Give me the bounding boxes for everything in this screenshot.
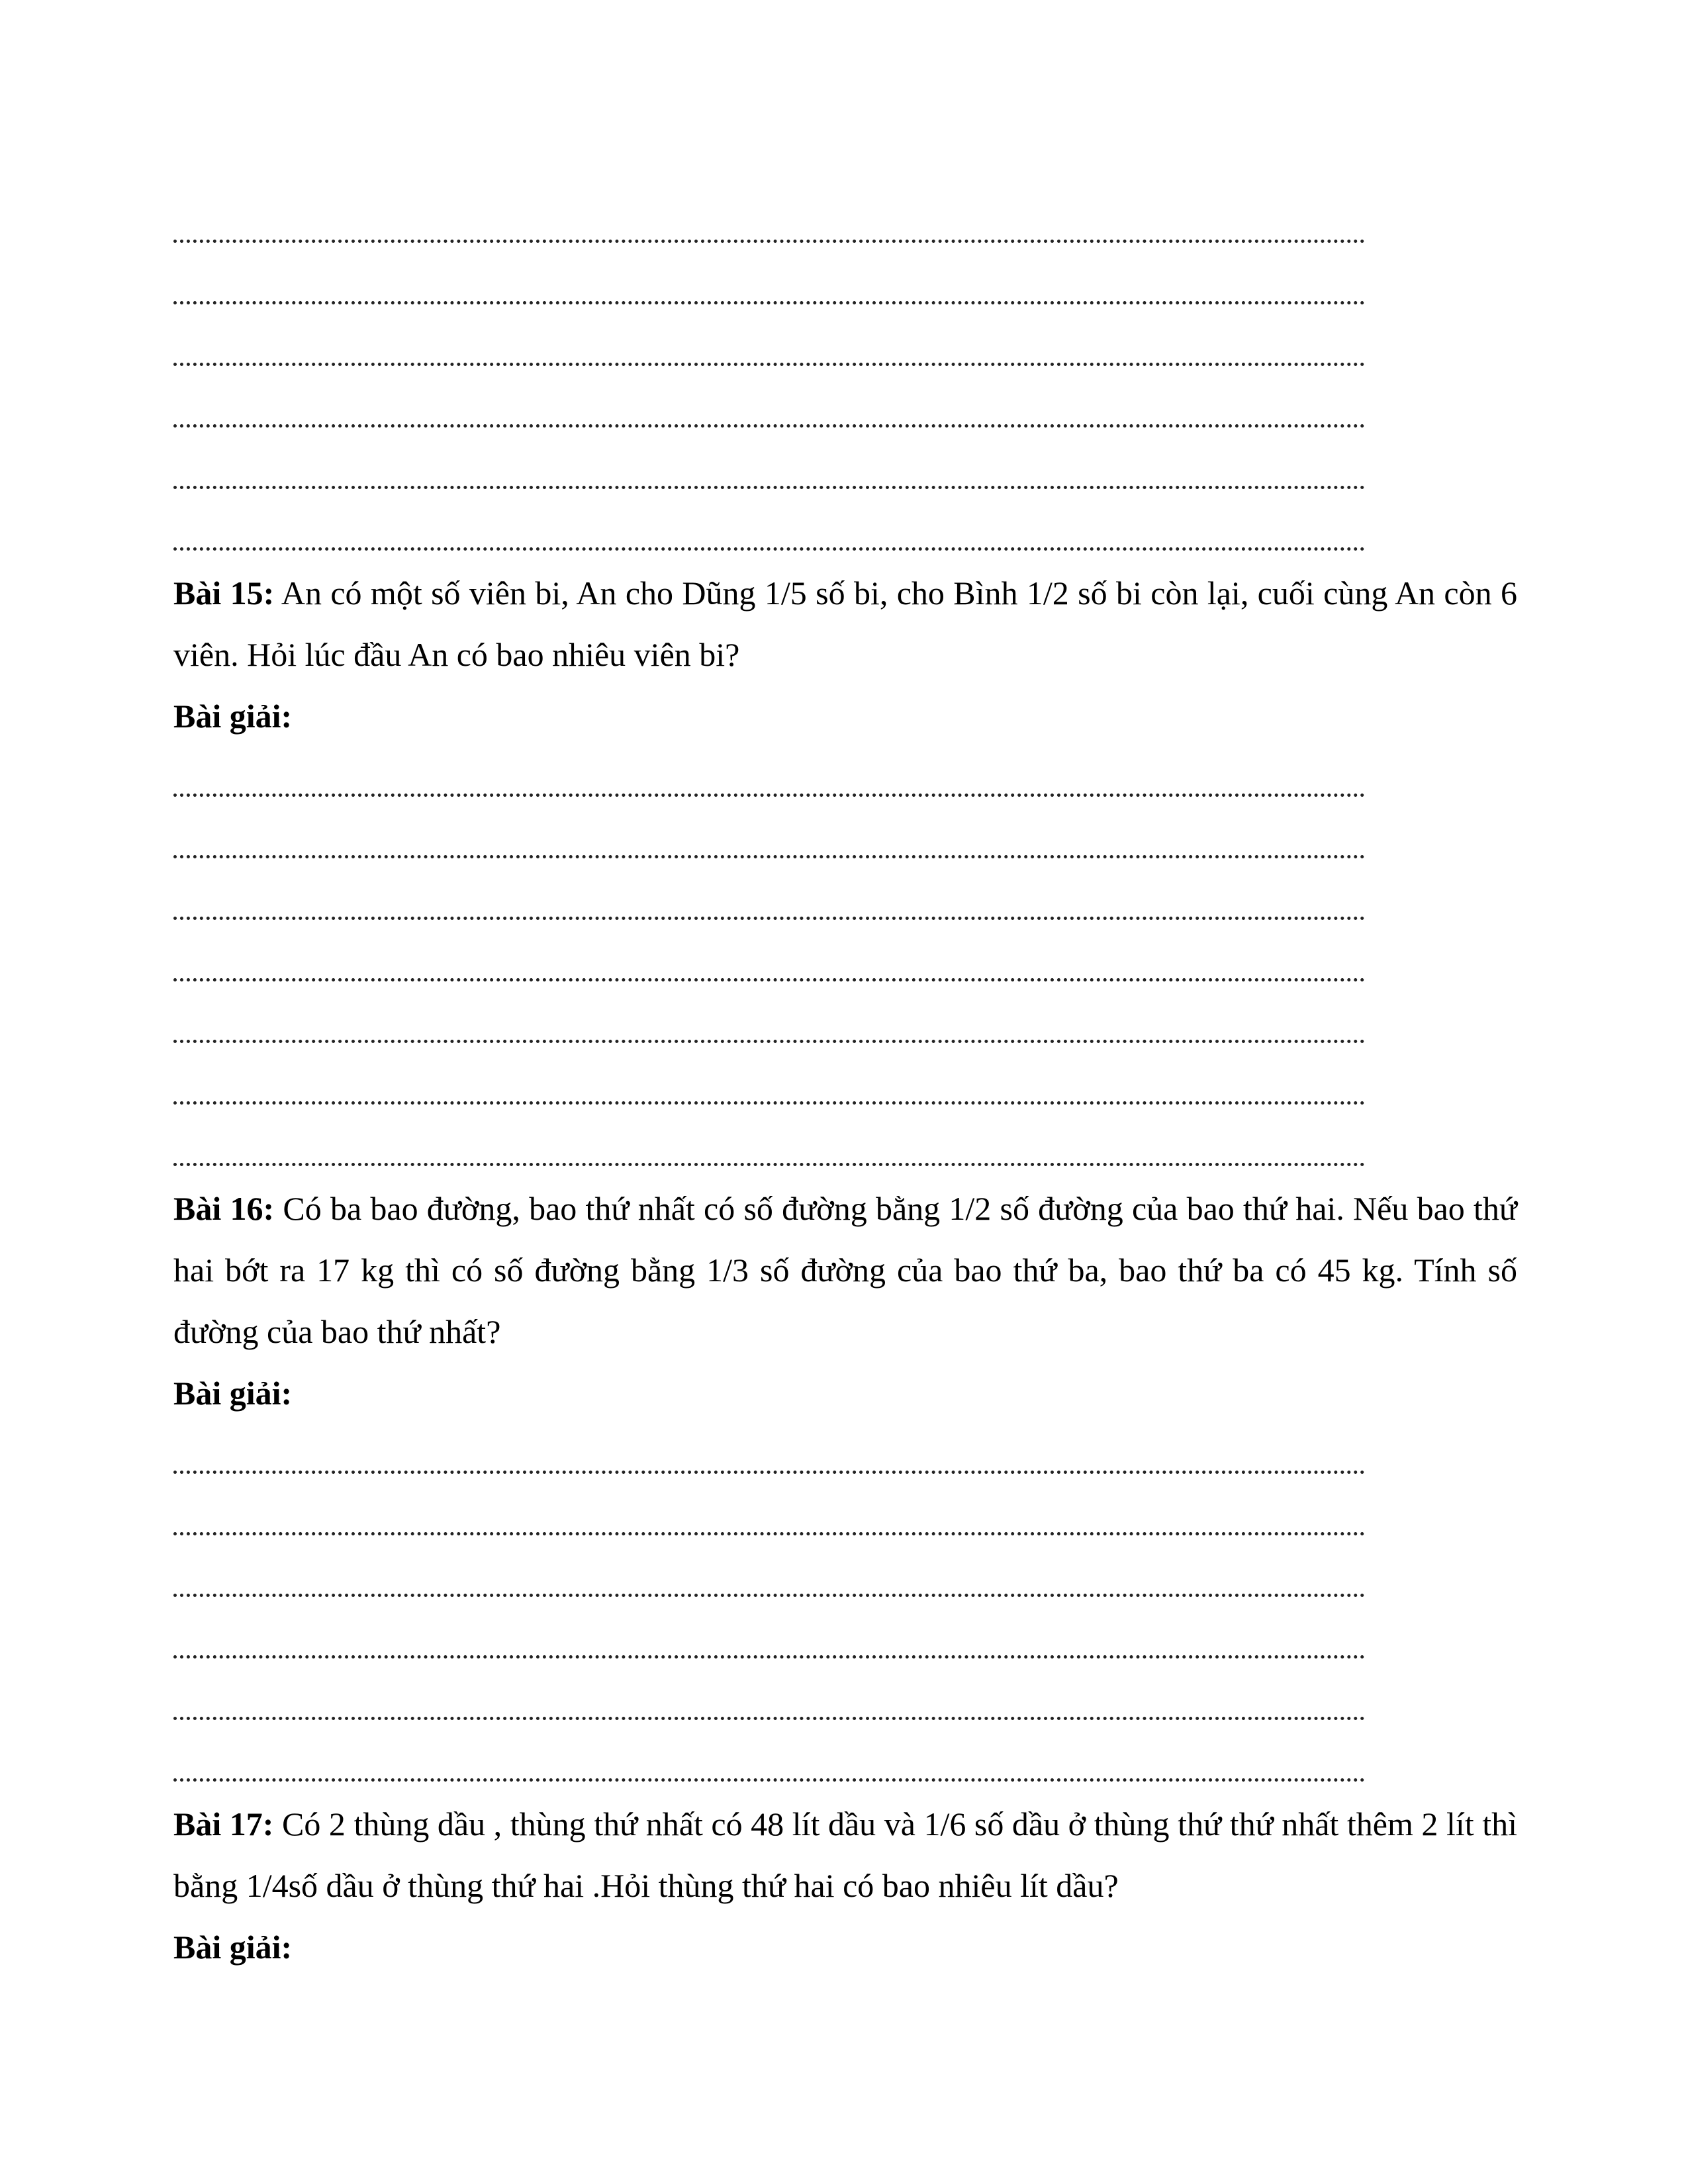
answer-line xyxy=(173,255,1365,316)
problem-15 xyxy=(173,563,1517,1178)
top-answer-area xyxy=(173,193,1517,563)
answer-line xyxy=(173,1547,1365,1609)
answer-line xyxy=(173,1055,1365,1116)
answer-line xyxy=(173,378,1365,439)
problem-16 xyxy=(173,1178,1517,1794)
worksheet-content xyxy=(173,193,1517,1978)
answer-line xyxy=(173,747,1365,809)
problem-text: Có ba bao đường, bao thứ nhất có số đường bằng 1/2 số đường của bao thứ hai. Nếu bao thứ hai bớt ra 17 kg thì có số đường bằng 1/3 số đường của bao thứ ba, bao thứ ba có 45 kg. Tính số đường của bao thứ nhất? xyxy=(173,1190,1517,1350)
answer-area xyxy=(173,747,1517,1178)
problem-text: Có 2 thùng dầu , thùng thứ nhất có 48 lít dầu và 1/6 số dầu ở thùng thứ thứ nhất thêm 2 lít thì bằng 1/4số dầu ở thùng thứ hai .Hỏi thùng thứ hai có bao nhiêu lít dầu? xyxy=(173,1805,1517,1904)
answer-line xyxy=(173,1424,1365,1486)
answer-line xyxy=(173,1116,1365,1178)
answer-line xyxy=(173,316,1365,378)
solution-label: Bài giải: xyxy=(173,1929,293,1966)
problem-statement xyxy=(173,1178,1517,1363)
problem-label: Bài 16: xyxy=(173,1190,275,1227)
answer-line xyxy=(173,1609,1365,1670)
problem-statement xyxy=(173,563,1517,686)
answer-line xyxy=(173,870,1365,932)
answer-line xyxy=(173,501,1365,563)
answer-area xyxy=(173,1424,1517,1794)
solution-label: Bài giải: xyxy=(173,698,293,735)
problem-label: Bài 17: xyxy=(173,1805,274,1843)
answer-line xyxy=(173,1670,1365,1732)
problem-label: Bài 15: xyxy=(173,574,275,612)
answer-line xyxy=(173,193,1365,255)
answer-line xyxy=(173,809,1365,870)
problem-17 xyxy=(173,1794,1517,1978)
answer-line xyxy=(173,993,1365,1055)
answer-line xyxy=(173,1486,1365,1547)
problem-text: An có một số viên bi, An cho Dũng 1/5 số bi, cho Bình 1/2 số bi còn lại, cuối cùng An còn 6 viên. Hỏi lúc đầu An có bao nhiêu viên bi? xyxy=(173,574,1517,673)
answer-line xyxy=(173,932,1365,993)
answer-line xyxy=(173,439,1365,501)
answer-line xyxy=(173,1732,1365,1794)
solution-label: Bài giải: xyxy=(173,1375,293,1412)
problem-statement xyxy=(173,1794,1517,1917)
